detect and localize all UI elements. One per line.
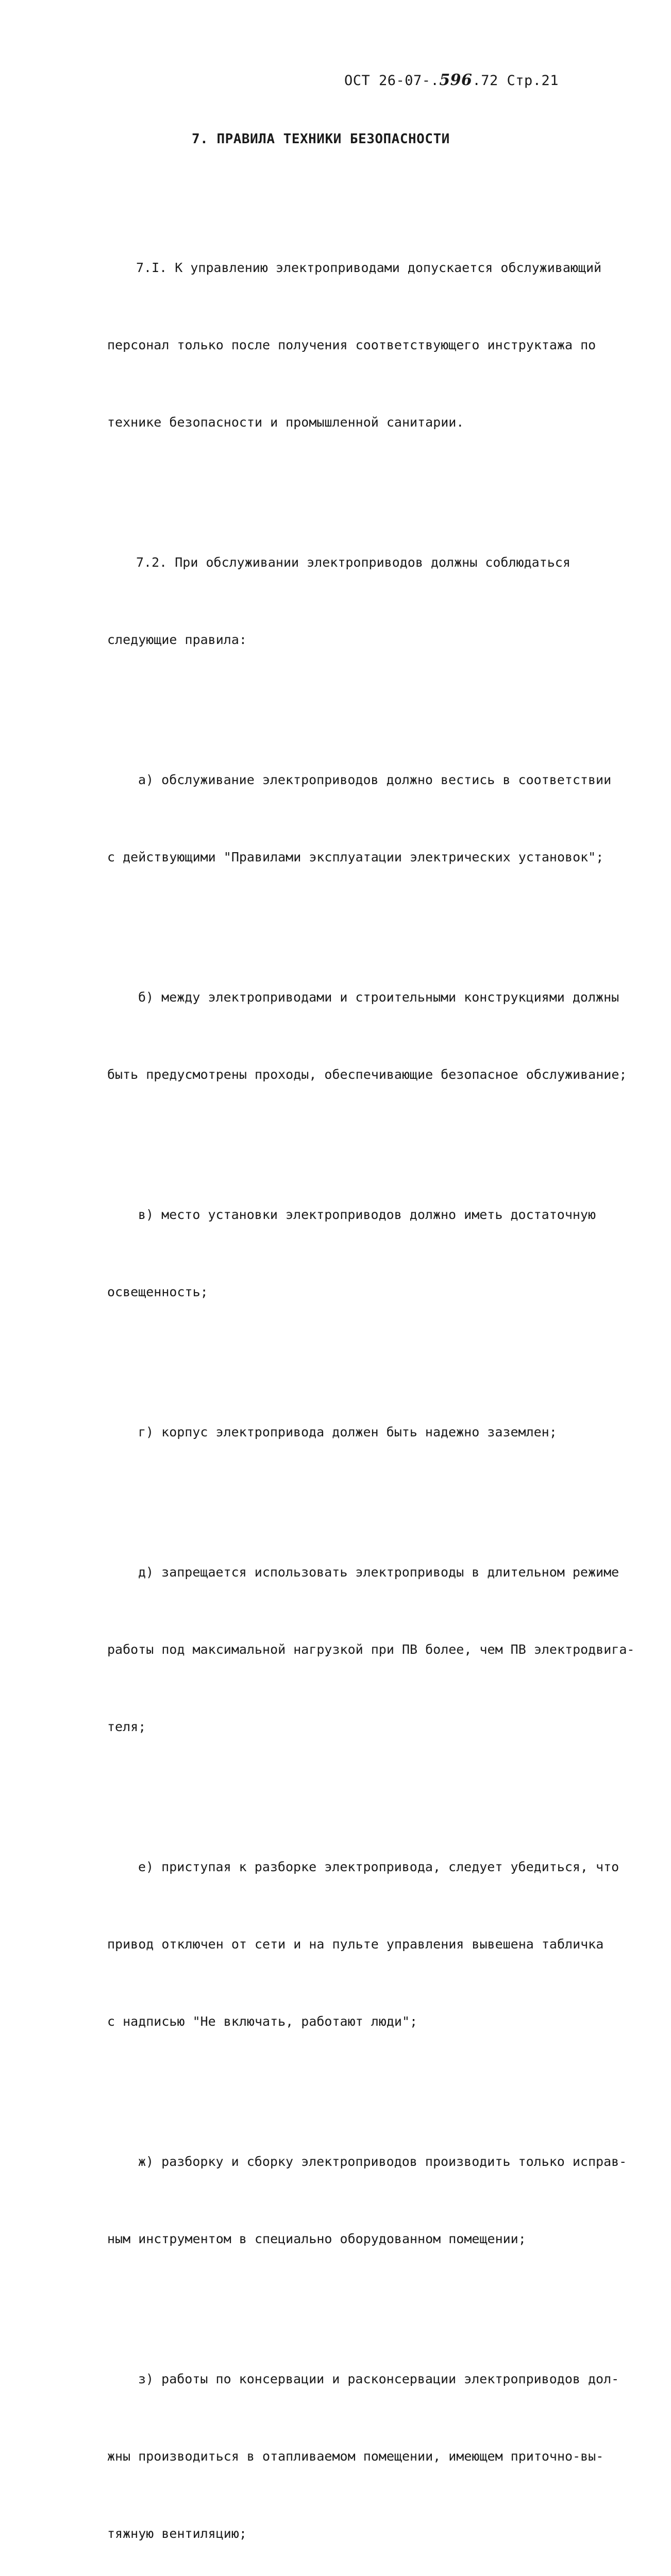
rule-item-a — [107, 716, 643, 922]
rule-item-e — [107, 1803, 643, 2086]
paragraph-line: быть предусмотрены проходы, обеспечивающие безопасное обслуживание; — [107, 1067, 627, 1082]
paragraph-line: освещенность; — [107, 1284, 208, 1299]
paragraph-line: жны производиться в отапливаемом помещении, имеющем приточно-вы- — [107, 2449, 604, 2464]
paragraph-line: технике безопасности и промышленной санитарии. — [107, 415, 464, 430]
rule-item-d — [107, 1508, 643, 1791]
paragraph-line: 7.I. К управлению электроприводами допускается обслуживающий — [136, 260, 602, 275]
paragraph-line: з) работы по консервации и расконсервации электроприводов дол- — [138, 2371, 619, 2386]
paragraph-line: ж) разборку и сборку электроприводов производить только исправ- — [138, 2154, 627, 2169]
paragraph-7-1 — [107, 204, 643, 487]
paragraph-line: ным инструментом в специально оборудованном помещении; — [107, 2231, 526, 2246]
paragraph-line: тяжную вентиляцию; — [107, 2526, 247, 2541]
page-header — [344, 71, 559, 89]
rule-item-b — [107, 933, 643, 1139]
standard-number: 596 — [439, 71, 473, 89]
rule-item-g — [107, 1368, 643, 1497]
rule-item-z — [107, 2315, 643, 2576]
paragraph-line: е) приступая к разборке электропривода, следует убедиться, что — [138, 1859, 619, 1874]
paragraph-line: с действующими "Правилами эксплуатации электрических установок"; — [107, 850, 604, 865]
document-body — [107, 204, 643, 2576]
paragraph-line: 7.2. При обслуживании электроприводов должны соблюдаться — [136, 555, 571, 570]
paragraph-line: д) запрещается использовать электроприводы в длительном режиме — [138, 1565, 619, 1580]
standard-prefix: ОСТ 26-07-. — [344, 73, 440, 89]
paragraph-line: с надписью "Не включать, работают люди"; — [107, 2014, 418, 2029]
paragraph-line: г) корпус электропривода должен быть надежно заземлен; — [138, 1425, 557, 1439]
paragraph-line: в) место установки электроприводов должно иметь достаточную — [138, 1207, 596, 1222]
paragraph-line: работы под максимальной нагрузкой при ПВ более, чем ПВ электродвига- — [107, 1642, 635, 1657]
section-title: 7. ПРАВИЛА ТЕХНИКИ БЕЗОПАСНОСТИ — [192, 131, 450, 147]
paragraph-line: а) обслуживание электроприводов должно вестись в соответствии — [138, 772, 612, 787]
rule-item-v — [107, 1150, 643, 1357]
paragraph-line: персонал только после получения соответствующего инструктажа по — [107, 337, 596, 352]
paragraph-line: теля; — [107, 1719, 146, 1734]
paragraph-7-2 — [107, 498, 643, 704]
paragraph-line: привод отключен от сети и на пульте управления вывешена табличка — [107, 1937, 604, 1952]
page-reference: .72 Стр.21 — [472, 73, 559, 89]
paragraph-line: следующие правила: — [107, 632, 247, 647]
rule-item-zh — [107, 2097, 643, 2303]
paragraph-line: б) между электроприводами и строительными конструкциями должны — [138, 990, 619, 1005]
